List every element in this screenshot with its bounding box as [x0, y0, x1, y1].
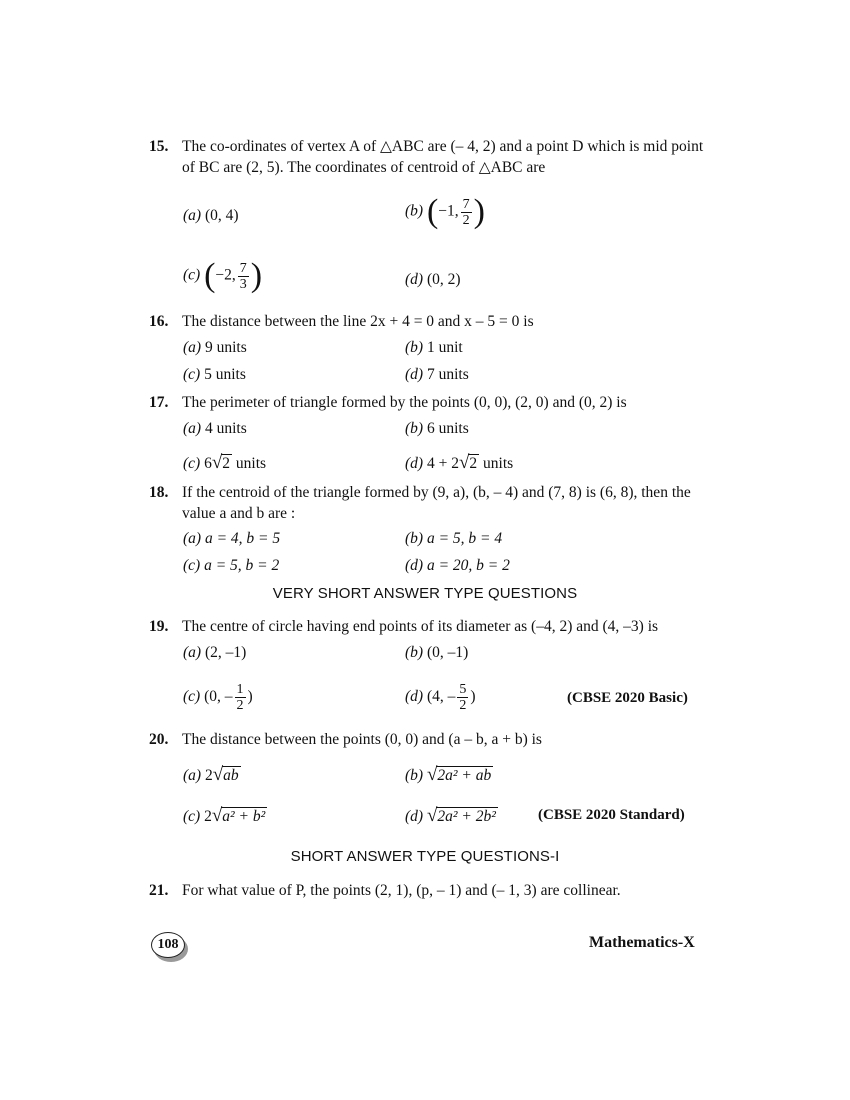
option-20c: (c) 2√a² + b²	[183, 805, 266, 826]
option-16c: (c) 5 units	[183, 366, 246, 383]
option-20d: (d) √2a² + 2b²	[405, 805, 496, 826]
question-text: The centre of circle having end points of its diameter as (–4, 2) and (4, –3) is	[182, 618, 659, 635]
question-18	[149, 482, 709, 524]
fraction: $\frac{7}{3}$	[239, 260, 247, 292]
option-15d: (d) (0, 2)	[405, 271, 461, 288]
question-text: The distance between the points (0, 0) and (a – b, a + b) is	[182, 731, 542, 748]
question-20	[149, 729, 709, 750]
option-19b: (b) (0, –1)	[405, 644, 469, 661]
question-19	[149, 616, 709, 637]
question-text: For what value of P, the points (2, 1), (p, – 1) and (– 1, 3) are collinear.	[182, 882, 621, 899]
question-number: 19.	[149, 618, 169, 635]
radical: 2	[222, 455, 231, 472]
source-tag: (CBSE 2020 Standard)	[538, 807, 685, 823]
fraction: $\frac{1}{2}$	[236, 682, 244, 713]
question-16	[149, 311, 709, 332]
radical: 2	[469, 455, 478, 472]
question-21	[149, 880, 709, 901]
option-20a: (a) 2√ab	[183, 764, 239, 785]
option-18a: (a) a = 4, b = 5	[183, 530, 281, 547]
option-15b: (b) (−1, $\frac{7}{2}$ )	[405, 193, 485, 230]
source-tag: (CBSE 2020 Basic)	[567, 690, 688, 706]
question-number: 15.	[149, 138, 169, 155]
option-18b: (b) a = 5, b = 4	[405, 530, 503, 547]
question-number: 20.	[149, 731, 169, 748]
footer-title: Mathematics-X	[589, 934, 695, 951]
option-16a: (a) 9 units	[183, 339, 247, 356]
question-text: The distance between the line 2x + 4 = 0 and x – 5 = 0 is	[182, 313, 534, 330]
fraction: $\frac{5}{2}$	[459, 682, 467, 713]
option-17d: (d) 4 + 2√2 units	[405, 452, 514, 473]
section-heading-short-one: SHORT ANSWER TYPE QUESTIONS-I	[290, 848, 560, 865]
option-16d: (d) 7 units	[405, 366, 469, 383]
option-18c: (c) a = 5, b = 2	[183, 557, 280, 574]
question-17	[149, 392, 709, 413]
option-16b: (b) 1 unit	[405, 339, 463, 356]
section-heading-very-short: VERY SHORT ANSWER TYPE QUESTIONS	[272, 585, 578, 602]
question-number: 21.	[149, 882, 169, 899]
option-19d: (d) (4, – $\frac{5}{2}$ )	[405, 682, 476, 713]
option-19c: (c) (0, – $\frac{1}{2}$ )	[183, 682, 253, 713]
question-text: The perimeter of triangle formed by the points (0, 0), (2, 0) and (0, 2) is	[182, 394, 627, 411]
question-number: 17.	[149, 394, 169, 411]
option-20b: (b) √2a² + ab	[405, 764, 492, 785]
radical: a² + b²	[222, 808, 266, 825]
option-15c: (c) (−2, $\frac{7}{3}$ )	[183, 257, 263, 294]
question-text: If the centroid of the triangle formed by (9, a), (b, – 4) and (7, 8) is (6, 8), then the value a and b are :	[182, 484, 691, 522]
option-18d: (d) a = 20, b = 2	[405, 557, 510, 574]
fraction: $\frac{7}{2}$	[462, 196, 470, 228]
question-15	[149, 136, 709, 178]
radical: 2a² + 2b²	[437, 808, 496, 825]
option-17a: (a) 4 units	[183, 420, 247, 437]
option-17b: (b) 6 units	[405, 420, 469, 437]
page-number: 108	[151, 932, 185, 958]
radical: ab	[223, 767, 239, 784]
question-text: The co-ordinates of vertex A of △ABC are (– 4, 2) and a point D which is mid point of BC are (2, 5). The coordinates of centroid of △ABC are	[182, 138, 704, 176]
question-number: 18.	[149, 484, 169, 501]
question-number: 16.	[149, 313, 169, 330]
option-15a: (a) (0, 4)	[183, 207, 239, 224]
option-19a: (a) (2, –1)	[183, 644, 247, 661]
option-17c: (c) 6√2 units	[183, 452, 267, 473]
radical: 2a² + ab	[437, 767, 492, 784]
